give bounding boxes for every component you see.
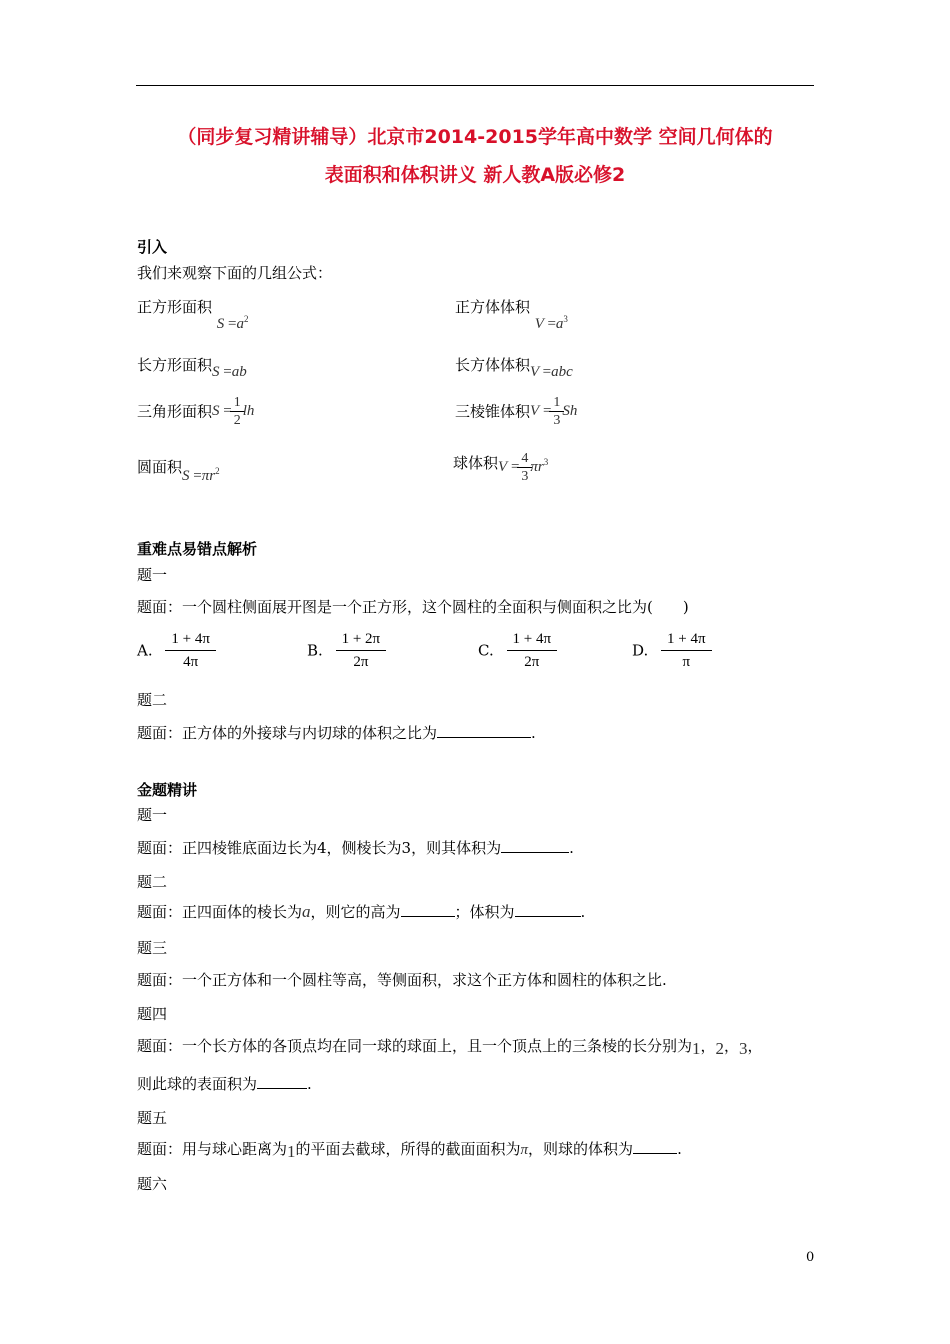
formula-cube-volume: 正方体体积 $V =a^3$ [455,298,568,332]
gold-q1-text: 题面：正四棱锥底面边长为4，侧棱长为3，则其体积为 . [137,839,574,857]
answer-blank[interactable] [401,902,455,917]
gold-heading: 金题精讲 [137,781,198,799]
answer-blank[interactable] [633,1139,677,1154]
gold-q6-title: 题六 [137,1175,168,1193]
gold-q4-text: 题面：一个长方体的各顶点均在同一球的球面上，且一个顶点上的三条棱的长分别为1，2，3， [137,1037,763,1058]
gold-q5-text: 题面：用与球心距离为1的平面去截球，所得的截面面积为π，则球的体积为 . [137,1140,682,1161]
intro-heading: 引入 [137,238,168,256]
gold-q3-text: 题面：一个正方体和一个圆柱等高，等侧面积，求这个正方体和圆柱的体积之比. [137,971,667,989]
option-d: D. $\frac{1 + 4\pi}{\pi}$ [632,628,712,673]
formula-cuboid-volume: 长方体体积V =abc [455,356,573,380]
formula-circle-area: 圆面积$S =\pi r^2$ [137,458,220,484]
gold-q5-title: 题五 [137,1109,168,1127]
header-rule [136,85,814,86]
gold-q1-title: 题一 [137,806,168,824]
answer-blank[interactable] [257,1074,307,1089]
gold-q4-title: 题四 [137,1005,168,1023]
formula-pyramid-volume: 三棱锥体积V = $\frac{1}{3}$ Sh [455,395,578,428]
answer-blank[interactable] [515,902,581,917]
page-number: 0 [806,1250,815,1265]
gold-q2-text: 题面：正四面体的棱长为a，则它的高为 ；体积为 . [137,902,586,921]
answer-blank[interactable] [437,723,531,738]
gold-q4-line2: 则此球的表面积为 . [137,1075,312,1093]
formula-rectangle-area: 长方形面积S =ab [137,356,247,380]
document-title-line1: （同步复习精讲辅导）北京市2014-2015学年高中数学 空间几何体的 [177,126,773,148]
formula-sphere-volume: 球体积V = $\frac{4}{3}$ $\pi r^3$ [453,451,549,484]
formula-triangle-area: 三角形面积S = $\frac{1}{2}$ lh [137,395,255,428]
analysis-q2-title: 题二 [137,691,168,709]
option-a: A. $\frac{1 + 4\pi}{4\pi}$ [137,628,216,673]
analysis-q2-text: 题面：正方体的外接球与内切球的体积之比为 . [137,724,536,742]
gold-q3-title: 题三 [137,939,168,957]
analysis-q1-title: 题一 [137,566,168,584]
intro-text: 我们来观察下面的几组公式： [137,264,333,282]
option-c: C. $\frac{1 + 4\pi}{2\pi}$ [478,628,557,673]
analysis-q1-text: 题面：一个圆柱侧面展开图是一个正方形，这个圆柱的全面积与侧面积之比为( ) [137,598,689,616]
option-b: B. $\frac{1 + 2\pi}{2\pi}$ [307,628,386,673]
analysis-heading: 重难点易错点解析 [137,540,258,558]
formula-square-area: 正方形面积 $S =a^2$ [137,298,249,332]
document-title-line2: 表面积和体积讲义 新人教A版必修2 [324,164,626,186]
gold-q2-title: 题二 [137,873,168,891]
answer-blank[interactable] [501,838,569,853]
